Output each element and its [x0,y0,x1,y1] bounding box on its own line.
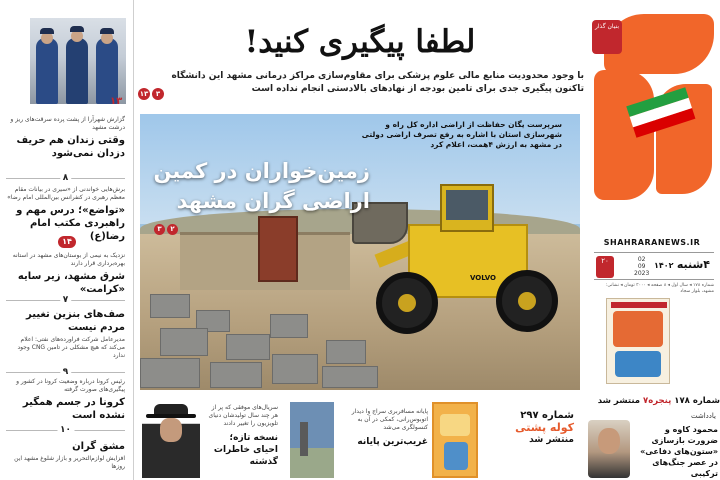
page-number: ۷ [60,295,72,305]
terminal-photo[interactable] [290,402,334,478]
left-item-prison[interactable] [6,116,125,160]
issue-label: شماره ۲۹۷ [520,410,574,421]
date-year: 2023 [634,270,650,277]
weekday: ۴شنبه [676,258,710,271]
left-item-headline: صف‌های بنزین تغییر مردم نیست [26,309,125,333]
main-headline[interactable]: لطفا پیگیری کنید! [244,24,476,60]
rubble-block [226,334,270,360]
left-item-headline: شرق مشهد، زیر سایه «کرامت» [17,271,125,295]
logo-emblem: بنیان گذار [592,20,622,54]
section-divider [6,173,125,183]
rubble-block [322,366,378,388]
left-item-summary: مدیرعامل شرکت فراورده‌های نفتی: اعلام می‌کند که هیچ مشکلی در تامین CNG وجود ندارد [17,336,125,359]
page-ref-dot: ۱۳ [139,90,149,98]
actor-portrait [142,400,200,478]
main-subheadline: با وجود محدودیت منابع مالی علوم پزشکی برای مقاوم‌سازی مراکز درمانی مشهد این دانشگاه تاکنون پیگیری جدی برای تامین بودجه از نهادهای بالادستی انجام نداده است [171,71,584,94]
loader-wheel [496,270,558,332]
left-column [0,0,134,480]
teaser-backpack[interactable] [484,396,576,480]
magazine-cover[interactable] [432,402,478,478]
date-box [594,252,714,280]
prisoners-photo[interactable] [30,18,126,104]
photo-headline[interactable]: زمین‌خواران در کمین اراضی گران مشهد [153,159,370,213]
rubble-block [210,362,262,388]
loader-brand: VOLVO [470,274,496,282]
pub-prefix: شماره ۱۷۸ [671,396,720,406]
lead-photo[interactable] [140,114,580,390]
author-portrait [588,420,630,478]
left-item-corona[interactable] [6,378,125,422]
left-item-east-mashhad[interactable] [6,252,125,296]
main-page-refs [138,88,164,100]
fine-print: شماره ۱۷۸ ◂ سال اول ◂ ۸ صفحه ◂ ۳۰۰۰ تومان ◂ نشانی: مشهد، بلوار سجاد [605,283,714,294]
left-item-headline: «تواضع»؛ درس مهم و راهبردی مکتب امام رضا(ع) [16,205,125,242]
supplement-cover[interactable] [606,298,670,384]
teaser-tv-series[interactable] [140,396,280,480]
loader-wheel [376,272,438,334]
left-item-summary: برش‌هایی خواندنی از «سیری در بیانات مقام معظم رهبری در کنفرانس بین‌المللی امام رضا» [7,186,125,201]
left-item-summary: افزایش لوازم‌التحریر و بازار شلوغ مشهد این روزها [14,455,125,470]
magazine-title: کوله پشتی [515,421,574,434]
left-item-humility[interactable] [6,186,125,243]
rubble-block [150,294,190,318]
left-item-school-costs[interactable] [6,440,125,471]
loader-window [446,190,488,220]
masthead-logo[interactable] [586,14,718,222]
issue-badge: ۲۰ [596,256,614,278]
rubble-block [160,328,208,356]
left-item-summary: رئیس کرونا درباره وضعیت کرونا در کشور و پیگیری‌های صورت گرفته [16,378,125,393]
date-day: 02 [637,256,646,263]
photo-caption: سرپرست یگان حفاظت از اراضی اداره کل راه و شهرسازی استان با اشاره به رفع تصرف اراضی دولتی در مشهد به ارزش ۴همت، اعلام کرد [361,120,562,149]
page-ref-dot: ۳ [152,88,164,100]
left-item-summary: گزارش شهرآرا از پشت پرده سرقت‌های ریز و درشت مشهد [10,116,125,131]
date-month: 09 [637,263,646,270]
page-ref-dot: ۱۴ [58,236,76,248]
site-url[interactable]: SHAHRARANEWS.IR [603,238,701,247]
page-number: ۹ [60,367,72,377]
publication-line[interactable] [586,396,720,406]
teaser-terminal[interactable] [338,396,428,480]
teaser-summary: سریال‌های موفقی که پر از هر چند سال تولیدشان دنیای تلویزیون را تغییر دادند [208,404,278,427]
teaser-headline: نسخه تازه؛ احیای خاطرات گذشته [213,433,278,467]
pub-title: پنجره۷ [643,396,672,406]
photo-gate [258,216,298,282]
date-numbers [634,256,649,277]
section-divider [6,367,125,377]
rubble-block [140,358,200,388]
right-column [586,0,720,480]
note-headline[interactable]: محمود کاوه و ضرورت بازسازی «ستون‌های دفاعی» در عصر جنگ‌های ترکیبی [640,425,718,478]
bottom-teasers [140,396,580,480]
date-persian: ۱۴۰۲ [654,261,674,270]
left-item-gasoline[interactable] [6,308,125,360]
teaser-summary: پایانه مسافربری سراج وا دیدار اتوبوس‌رانی، کمکی در آن به کنسولگری می‌شد [351,408,428,431]
page-ref-dot: ۲ [167,224,178,235]
rubble-block [272,354,318,384]
page-ref-dot: ۳ [154,224,165,235]
left-item-headline: مشق گران [72,441,125,452]
note-label: یادداشت [691,412,716,420]
page-number: ۸ [60,173,72,183]
rubble-block [270,314,308,338]
rubble-block [326,340,366,364]
pub-suffix: منتشر شد [597,396,644,406]
teaser-headline: غریب‌ترین پایانه [357,437,428,447]
section-divider [6,295,125,305]
left-item-summary: نزدیک به نیمی از بوستان‌های مشهد در استانه بهره‌برداری قرار دارند [12,252,125,267]
page-number: ۱۰ [57,425,74,435]
section-divider [6,425,125,435]
left-item-headline: وقتی زندان هم حریف دزدان نمی‌شود [16,135,125,159]
photo-page-refs [154,224,178,235]
published-label: منتشر شد [529,435,574,445]
page-ref-badge: ۱۳ [110,96,123,107]
left-item-headline: کرونا در جسم همگیر نشده است [22,397,125,421]
